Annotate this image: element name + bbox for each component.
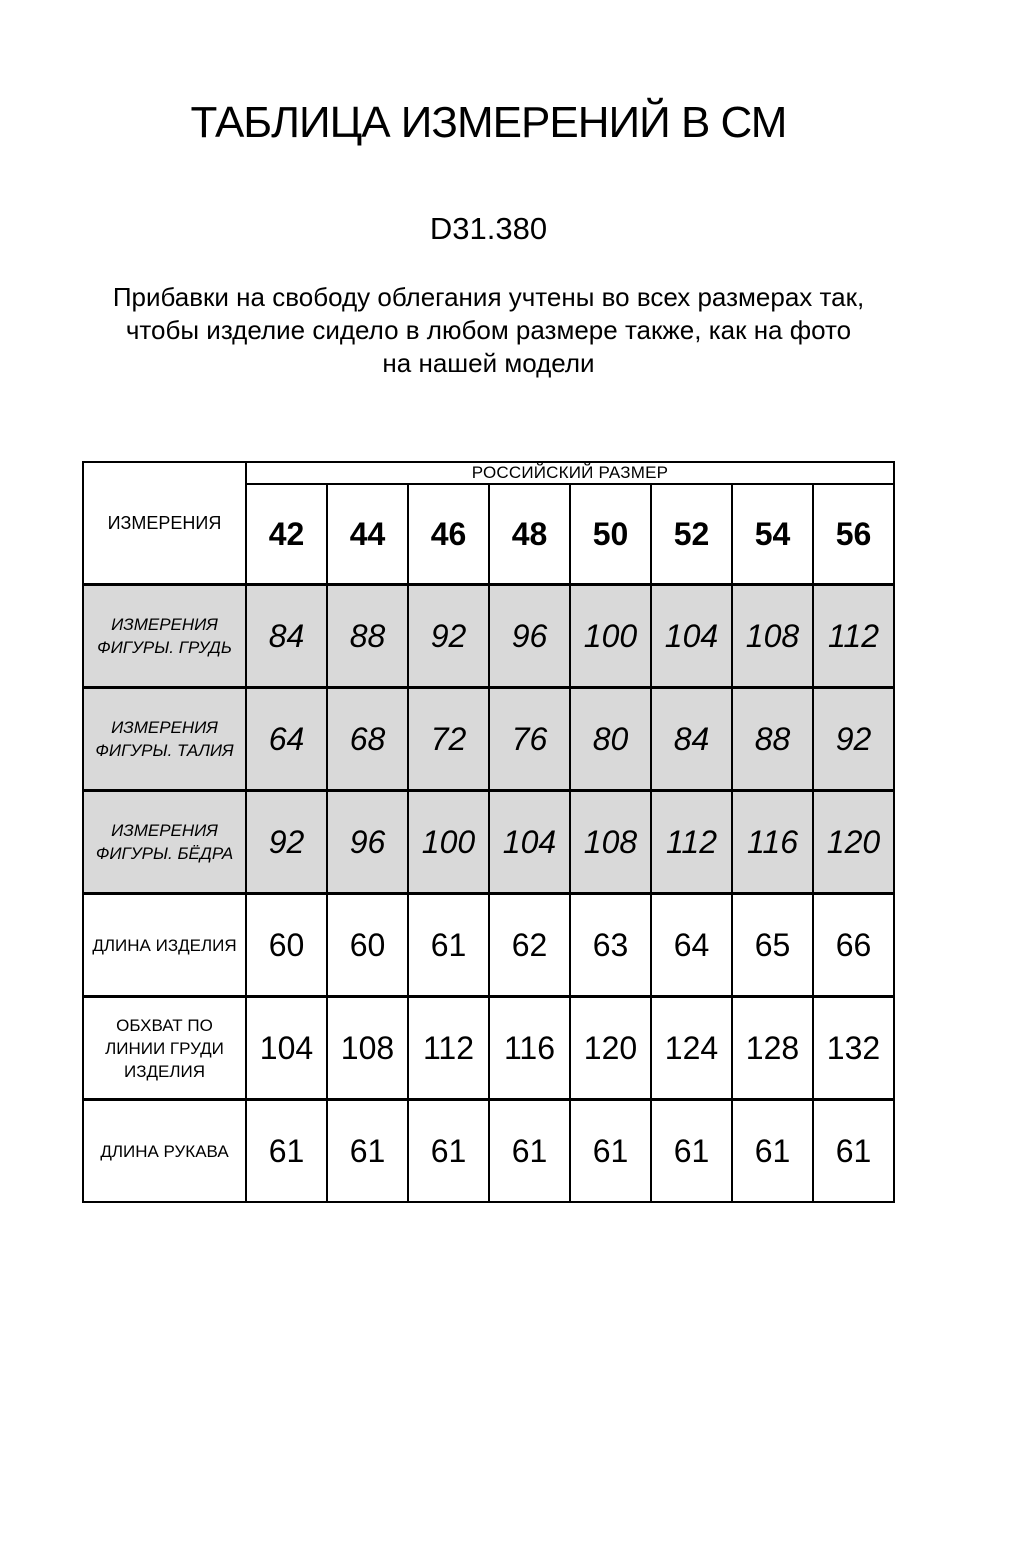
cell-value: 60 [327,894,408,997]
cell-value: 132 [813,997,894,1100]
row-label: ИЗМЕРЕНИЯ ФИГУРЫ. БЁДРА [83,791,246,894]
cell-value: 116 [489,997,570,1100]
cell-value: 120 [570,997,651,1100]
cell-value: 64 [246,688,327,791]
article-code: D31.380 [429,211,548,246]
cell-value: 66 [813,894,894,997]
measurements-table [82,461,895,1203]
cell-value: 61 [246,1100,327,1203]
fit-note-line-1: Прибавки на свободу облегания учтены во всех размерах так, [112,282,865,312]
cell-value: 104 [246,997,327,1100]
fit-note-line-2: чтобы изделие сидело в любом размере также, как на фото [125,315,852,345]
cell-value: 92 [246,791,327,894]
cell-value: 100 [570,585,651,688]
size-col-header: 46 [408,484,489,585]
cell-value: 120 [813,791,894,894]
cell-value: 108 [732,585,813,688]
table-row-group-header [83,462,894,484]
cell-value: 65 [732,894,813,997]
cell-value: 112 [408,997,489,1100]
fit-note-line-3: на нашей модели [382,348,595,378]
fit-note [82,281,895,380]
cell-value: 76 [489,688,570,791]
cell-value: 61 [489,1100,570,1203]
cell-value: 61 [813,1100,894,1203]
cell-value: 80 [570,688,651,791]
cell-value: 84 [651,688,732,791]
row-label: ДЛИНА РУКАВА [83,1100,246,1203]
cell-value: 61 [408,1100,489,1203]
cell-value: 88 [732,688,813,791]
size-col-header: 56 [813,484,894,585]
row-label: ИЗМЕРЕНИЯ ФИГУРЫ. ГРУДЬ [83,585,246,688]
table-row-sleeve-length [83,1100,894,1203]
table-row-item-length [83,894,894,997]
size-col-header: 50 [570,484,651,585]
cell-value: 72 [408,688,489,791]
table-row-hips [83,791,894,894]
row-label: ДЛИНА ИЗДЕЛИЯ [83,894,246,997]
cell-value: 104 [489,791,570,894]
table-row-waist [83,688,894,791]
row-label: ОБХВАТ ПО ЛИНИИ ГРУДИ ИЗДЕЛИЯ [83,997,246,1100]
size-col-header: 44 [327,484,408,585]
cell-value: 64 [651,894,732,997]
cell-value: 61 [570,1100,651,1203]
table-row-chest-girth-item [83,997,894,1100]
measurements-corner-label: ИЗМЕРЕНИЯ [83,462,246,585]
size-col-header: 52 [651,484,732,585]
page-title: ТАБЛИЦА ИЗМЕРЕНИЙ В СМ [190,98,787,147]
cell-value: 92 [408,585,489,688]
cell-value: 100 [408,791,489,894]
cell-value: 68 [327,688,408,791]
size-col-header: 42 [246,484,327,585]
cell-value: 62 [489,894,570,997]
cell-value: 88 [327,585,408,688]
cell-value: 112 [813,585,894,688]
cell-value: 96 [327,791,408,894]
cell-value: 116 [732,791,813,894]
cell-value: 63 [570,894,651,997]
cell-value: 92 [813,688,894,791]
size-chart-page [82,97,895,1203]
cell-value: 112 [651,791,732,894]
cell-value: 104 [651,585,732,688]
cell-value: 84 [246,585,327,688]
cell-value: 60 [246,894,327,997]
cell-value: 61 [327,1100,408,1203]
cell-value: 61 [651,1100,732,1203]
size-col-header: 54 [732,484,813,585]
size-col-header: 48 [489,484,570,585]
cell-value: 128 [732,997,813,1100]
row-label: ИЗМЕРЕНИЯ ФИГУРЫ. ТАЛИЯ [83,688,246,791]
cell-value: 61 [732,1100,813,1203]
cell-value: 124 [651,997,732,1100]
cell-value: 108 [570,791,651,894]
cell-value: 61 [408,894,489,997]
cell-value: 108 [327,997,408,1100]
table-row-chest [83,585,894,688]
cell-value: 96 [489,585,570,688]
russian-size-header: РОССИЙСКИЙ РАЗМЕР [246,462,894,484]
